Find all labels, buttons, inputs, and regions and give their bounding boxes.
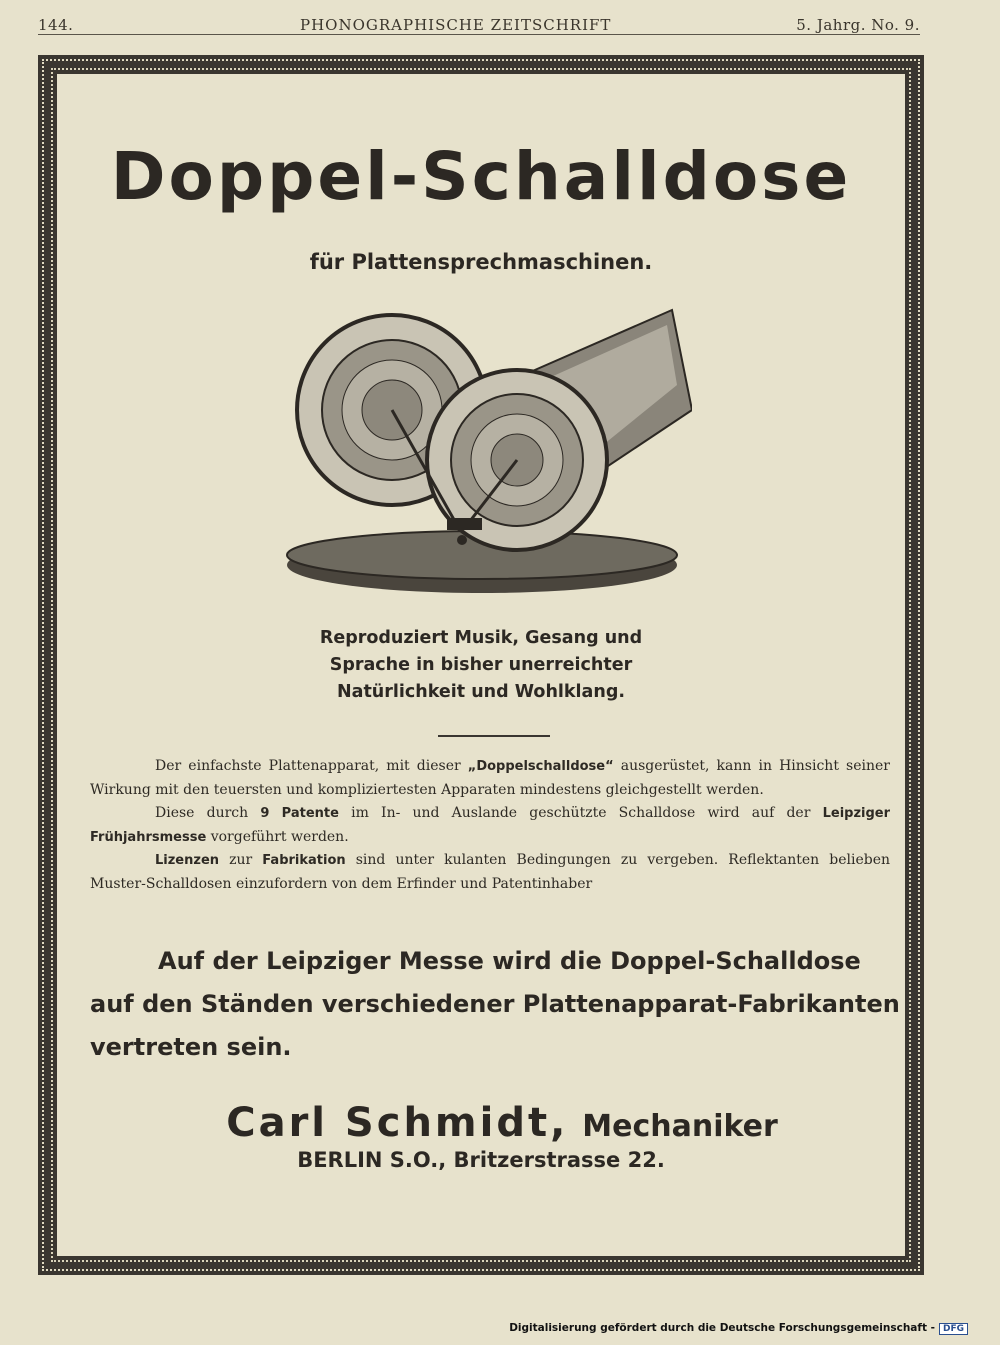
- text-run: zur: [219, 852, 263, 868]
- announcement-line: vertreten sein.: [90, 1033, 292, 1061]
- announcement-line: Auf der Leipziger Messe wird die Doppel-Schalldose: [158, 947, 861, 975]
- dfg-logo: DFG: [939, 1323, 968, 1335]
- advertiser-name: [152, 1100, 852, 1146]
- issue-label: 5. Jahrg. No. 9.: [796, 16, 920, 34]
- lead-line: Natürlichkeit und Wohlklang.: [336, 682, 625, 702]
- lead-claim: [60, 625, 902, 706]
- lead-line: Sprache in bisher unerreichter: [329, 655, 633, 675]
- occupation: Mechaniker: [582, 1109, 778, 1144]
- fair-announcement: [90, 940, 900, 1069]
- advertiser-address: BERLIN S.O., Britzerstrasse 22.: [297, 1148, 665, 1172]
- body-text: [90, 755, 890, 896]
- header-rule: [38, 34, 920, 35]
- text-run: im In- und Auslande geschützte Schalldose wird auf der: [338, 805, 823, 821]
- body-paragraph: [90, 755, 890, 802]
- separator-rule: [438, 735, 550, 737]
- journal-title: PHONOGRAPHISCHE ZEITSCHRIFT: [300, 16, 612, 34]
- page-number: 144.: [38, 16, 74, 34]
- ad-subtitle: für Plattensprechmaschinen.: [309, 250, 653, 274]
- text-run: Der einfachste Plattenapparat, mit dieser: [155, 758, 468, 774]
- person-name: Carl Schmidt,: [226, 1100, 569, 1146]
- text-run: ausgerüstet, kann in Hinsicht seiner Wirkung mit den teuersten und kompliziertesten Apparaten mindestens gleichgestellt werden.: [90, 758, 890, 798]
- text-run-bold: Fabrikation: [262, 853, 346, 868]
- text-run-bold: Lizenzen: [155, 853, 220, 868]
- announcement-line: auf den Ständen verschiedener Plattenapparat-Fabrikanten: [90, 990, 900, 1018]
- soundbox-illustration: [272, 300, 692, 600]
- ad-title: Doppel-Schalldose: [110, 138, 852, 215]
- lead-line: Reproduziert Musik, Gesang und: [319, 628, 643, 648]
- text-run-bold: Leipziger Frühjahrsmesse: [90, 806, 891, 845]
- body-paragraph: [90, 802, 890, 849]
- credit-text: Digitalisierung gefördert durch die Deutsche Forschungsgemeinschaft -: [509, 1322, 935, 1334]
- page-header: [38, 10, 920, 34]
- body-paragraph: [90, 849, 890, 896]
- text-run-bold: 9 Patente: [260, 806, 339, 821]
- digitization-credit: [509, 1322, 968, 1335]
- text-run: sind unter kulanten Bedingungen zu vergeben. Reflektanten belieben Muster-Schalldosen einzufordern von dem Erfinder und Patentinhaber: [90, 852, 890, 892]
- text-run: vorgeführt werden.: [206, 828, 349, 845]
- text-run-bold: „Doppelschalldose“: [467, 759, 614, 774]
- text-run: Diese durch: [155, 805, 261, 821]
